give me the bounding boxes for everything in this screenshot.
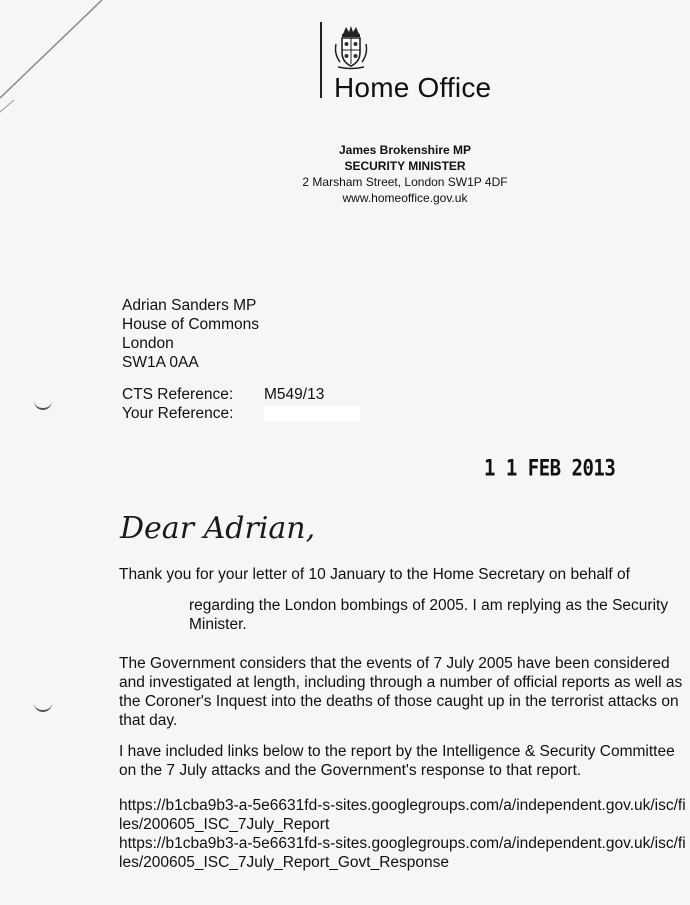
letterhead-divider [320, 22, 322, 98]
paragraph-1-line2 [119, 596, 689, 634]
reference-block [122, 385, 360, 423]
recipient-name: Adrian Sanders MP [122, 297, 257, 314]
punch-hole-mark [34, 700, 52, 712]
cts-reference-label: CTS Reference: [122, 386, 234, 403]
recipient-line1: House of Commons [122, 316, 259, 333]
royal-crest-icon [332, 24, 370, 70]
punch-hole-mark [34, 398, 52, 410]
salutation-text: Dear Adrian, [120, 511, 316, 546]
your-reference-row [122, 404, 360, 423]
handwritten-salutation [116, 498, 336, 558]
reference-links [119, 796, 689, 872]
paragraph-1 [119, 565, 689, 634]
department-name: Home Office [334, 72, 492, 103]
date-stamp: 1 1 FEB 2013 [484, 456, 616, 482]
minister-details [280, 142, 530, 206]
minister-title: SECURITY MINISTER [344, 159, 466, 173]
recipient-postcode: SW1A 0AA [122, 354, 199, 371]
minister-address: 2 Marsham Street, London SW1P 4DF [302, 175, 508, 189]
isc-report-link[interactable]: https://b1cba9b3-a-5e6631fd-s-sites.googlegroups.com/a/independent.gov.uk/isc/files/200605_ISC_7July_Report [119, 797, 686, 833]
cts-reference-value: M549/13 [264, 386, 325, 403]
paragraph-2: The Government considers that the events of 7 July 2005 have been considered and investigated at length, including through a number of official reports as well as the Coroner's Inquest into the deaths of those caught up in the terrorist attacks on that day. [119, 655, 683, 729]
page-fold-mark [0, 0, 120, 120]
paragraph-1-line2-text: regarding the London bombings of 2005. I am replying as the Security Minister. [189, 597, 669, 633]
redacted-reference [264, 406, 360, 421]
recipient-address [122, 296, 259, 372]
website-link[interactable]: www.homeoffice.gov.uk [342, 191, 468, 205]
govt-response-link[interactable]: https://b1cba9b3-a-5e6631fd-s-sites.googlegroups.com/a/independent.gov.uk/isc/files/200605_ISC_7July_Report_Govt_Response [119, 835, 686, 871]
recipient-line2: London [122, 335, 174, 352]
paragraph-3: I have included links below to the report by the Intelligence & Security Committee on the 7 July attacks and the Government's response to that report. [119, 743, 675, 779]
minister-name: James Brokenshire MP [338, 143, 472, 157]
your-reference-label: Your Reference: [122, 405, 234, 422]
paragraph-1-line1: Thank you for your letter of 10 January to the Home Secretary on behalf of [119, 566, 630, 583]
cts-reference-row [122, 385, 360, 404]
